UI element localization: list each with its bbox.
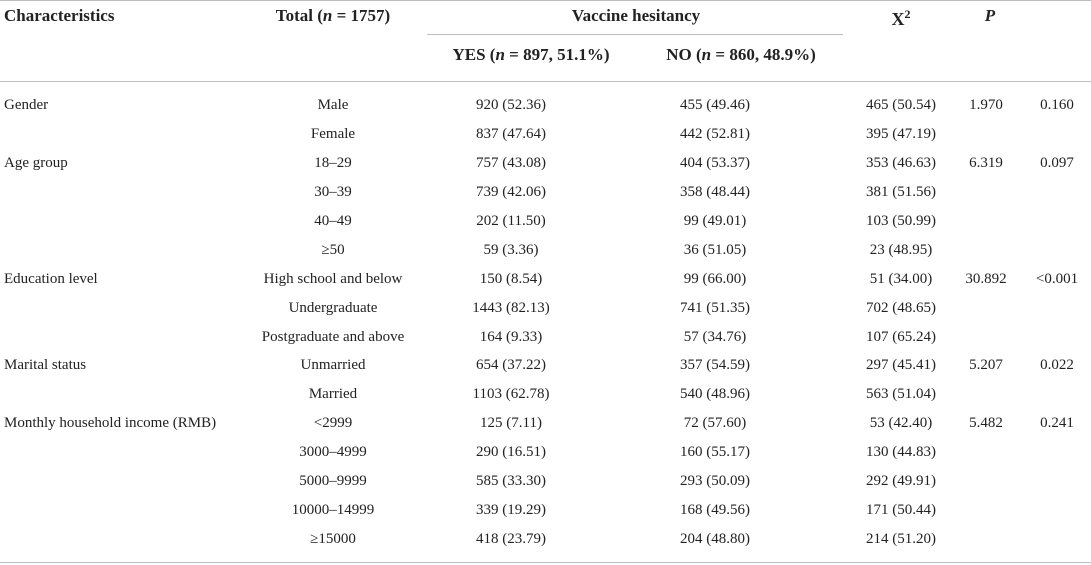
cell-yes: 72 (57.60) <box>683 415 747 431</box>
cell-total: 290 (16.51) <box>476 444 546 460</box>
cell-p: 0.097 <box>1040 155 1074 171</box>
cell-yes: 357 (54.59) <box>680 357 750 373</box>
cell-total: 920 (52.36) <box>476 97 546 113</box>
header-characteristics: Characteristics <box>4 6 115 25</box>
cell-p: 0.022 <box>1040 357 1074 373</box>
header-p: P <box>984 6 996 25</box>
cell-chi2: 1.970 <box>969 97 1003 113</box>
cell-p: <0.001 <box>1035 271 1079 287</box>
header-vaccine-hesitancy: Vaccine hesitancy <box>571 6 701 25</box>
cell-p: 0.241 <box>1040 415 1074 431</box>
cell-no: 107 (65.24) <box>866 329 936 345</box>
cell-no: 297 (45.41) <box>866 357 936 373</box>
cell-level: 10000–14999 <box>291 502 375 518</box>
cell-characteristic: Monthly household income (RMB) <box>4 415 217 431</box>
header-total-n: n <box>322 6 333 25</box>
header-chi-square <box>892 3 911 30</box>
header-total-suffix: = 1757) <box>332 6 391 25</box>
cell-characteristic: Gender <box>4 97 49 113</box>
cell-total: 339 (19.29) <box>476 502 546 518</box>
cell-level: Postgraduate and above <box>261 329 405 345</box>
cell-level: 5000–9999 <box>299 473 367 489</box>
cell-chi2: 6.319 <box>969 155 1003 171</box>
cell-yes: 168 (49.56) <box>680 502 750 518</box>
cell-total: 757 (43.08) <box>476 155 546 171</box>
cell-characteristic: Education level <box>4 271 98 287</box>
cell-no: 563 (51.04) <box>866 386 936 402</box>
cell-level: Male <box>317 97 349 113</box>
header-yes-suffix: = 897, 51.1%) <box>504 45 610 64</box>
cell-no: 292 (49.91) <box>866 473 936 489</box>
cell-total: 164 (9.33) <box>479 329 543 345</box>
cell-no: 353 (46.63) <box>866 155 936 171</box>
cell-no: 130 (44.83) <box>866 444 936 460</box>
header-no-prefix: NO ( <box>666 45 702 64</box>
cell-no: 171 (50.44) <box>866 502 936 518</box>
cell-total: 654 (37.22) <box>476 357 546 373</box>
cell-level: 3000–4999 <box>299 444 367 460</box>
header-total <box>276 5 390 27</box>
cell-total: 125 (7.11) <box>480 415 542 431</box>
cell-characteristic: Age group <box>4 155 68 171</box>
chi-superscript: 2 <box>904 7 911 21</box>
cell-yes: 540 (48.96) <box>680 386 750 402</box>
header-yes <box>452 44 609 66</box>
cell-total: 739 (42.06) <box>476 184 546 200</box>
cell-yes: 293 (50.09) <box>680 473 750 489</box>
cell-level: 18–29 <box>314 155 352 171</box>
cell-total: 202 (11.50) <box>476 213 546 229</box>
cell-yes: 404 (53.37) <box>680 155 750 171</box>
cell-yes: 36 (51.05) <box>683 242 747 258</box>
header-no-suffix: = 860, 48.9%) <box>711 45 816 64</box>
cell-p: 0.160 <box>1040 97 1074 113</box>
cell-level: 40–49 <box>314 213 352 229</box>
cell-yes: 204 (48.80) <box>680 531 750 547</box>
cell-no: 381 (51.56) <box>866 184 936 200</box>
cell-no: 23 (48.95) <box>869 242 933 258</box>
cell-yes: 741 (51.35) <box>680 300 750 316</box>
bottom-rule <box>0 562 1091 563</box>
cell-yes: 442 (52.81) <box>680 126 750 142</box>
cell-yes: 455 (49.46) <box>680 97 750 113</box>
cell-no: 214 (51.20) <box>866 531 936 547</box>
top-rule <box>0 0 1091 1</box>
cell-yes: 99 (66.00) <box>683 271 747 287</box>
cell-chi2: 30.892 <box>965 271 1007 287</box>
cell-no: 103 (50.99) <box>866 213 936 229</box>
cell-level: High school and below <box>263 271 403 287</box>
header-yes-prefix: YES ( <box>452 45 496 64</box>
header-total-prefix: Total ( <box>275 6 323 25</box>
cell-level: <2999 <box>313 415 353 431</box>
cell-no: 53 (42.40) <box>869 415 933 431</box>
cell-no: 395 (47.19) <box>866 126 936 142</box>
cell-total: 585 (33.30) <box>476 473 546 489</box>
header-bottom-rule <box>0 81 1091 82</box>
cell-chi2: 5.207 <box>969 357 1003 373</box>
cell-level: Unmarried <box>300 357 366 373</box>
cell-level: 30–39 <box>314 184 352 200</box>
cell-level: Undergraduate <box>288 300 378 316</box>
cell-level: ≥50 <box>321 242 345 258</box>
cell-no: 702 (48.65) <box>866 300 936 316</box>
cell-total: 59 (3.36) <box>483 242 539 258</box>
cell-total: 418 (23.79) <box>476 531 546 547</box>
cell-no: 51 (34.00) <box>869 271 933 287</box>
chi-base: X <box>891 9 905 29</box>
cell-level: Female <box>310 126 356 142</box>
vaccine-hesitancy-underline <box>427 34 843 35</box>
cell-yes: 99 (49.01) <box>683 213 747 229</box>
cell-total: 1443 (82.13) <box>472 300 550 316</box>
cell-total: 150 (8.54) <box>479 271 543 287</box>
header-yes-n: n <box>495 45 505 64</box>
cell-yes: 358 (48.44) <box>680 184 750 200</box>
cell-total: 837 (47.64) <box>476 126 546 142</box>
cell-level: Married <box>308 386 358 402</box>
header-no <box>666 44 816 66</box>
cell-yes: 57 (34.76) <box>683 329 747 345</box>
cell-level: ≥15000 <box>310 531 356 547</box>
cell-yes: 160 (55.17) <box>680 444 750 460</box>
cell-no: 465 (50.54) <box>866 97 936 113</box>
header-no-n: n <box>701 45 712 64</box>
cell-total: 1103 (62.78) <box>472 386 550 402</box>
cell-characteristic: Marital status <box>4 357 87 373</box>
cell-chi2: 5.482 <box>969 415 1003 431</box>
